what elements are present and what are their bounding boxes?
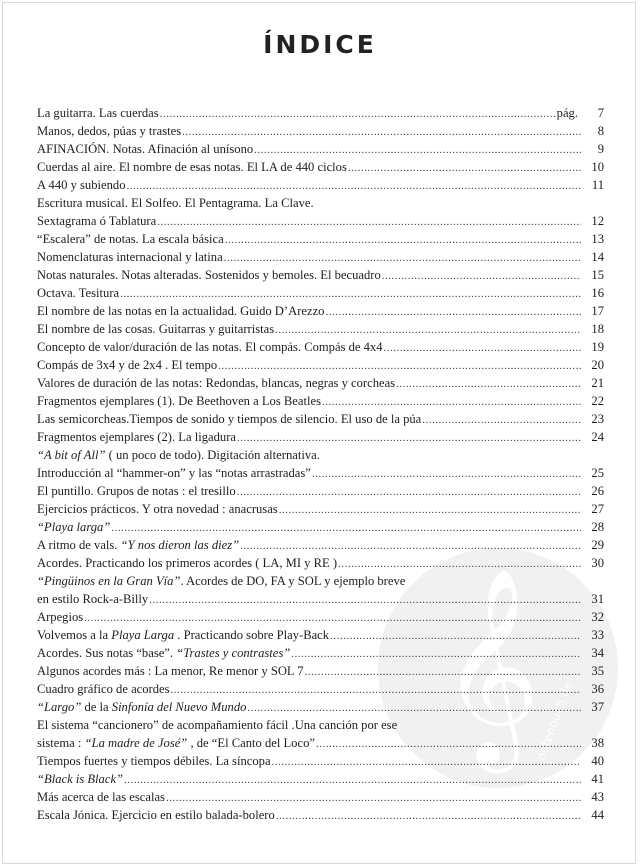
toc-dot-leader [149,590,581,609]
toc-dot-leader [338,554,581,573]
toc-entry-title-italic: “Largo” [37,700,82,714]
toc-entry [37,212,604,230]
toc-entry-title [37,662,304,680]
toc-entry [37,698,604,716]
toc-entry-title [37,770,123,788]
toc-entry-title [37,158,347,176]
toc-entry [37,158,604,176]
toc-entry [37,428,604,446]
toc-entry-title-italic: Sinfonía del Nuevo Mundo [111,700,247,714]
toc-entry-title-part: de la [81,700,112,714]
toc-entry-title-italic: “Trastes y contrastes” [176,646,291,660]
toc-entry-title [37,788,165,806]
toc-dot-leader [182,122,581,141]
toc-entry [37,554,604,572]
toc-dot-leader [171,680,581,699]
toc-page-number: 18 [591,322,604,336]
toc-entry-title-italic: “Y nos dieron las diez” [120,538,240,552]
toc-entry [37,590,604,608]
toc-page-number: 34 [591,646,604,660]
toc-dot-leader [382,266,581,285]
toc-entry [37,680,604,698]
toc-page-number: 17 [591,304,604,318]
toc-entry-title-part: Acordes. Sus notas “base”. [37,646,177,660]
toc-dot-leader [322,392,581,411]
toc-entry-title-part: Manos, dedos, púas y trastes [37,124,182,138]
toc-dot-leader [127,176,581,195]
toc-dot-leader [240,536,581,555]
toc-entry-title-part: Cuerdas al aire. El nombre de esas notas. El LA de 440 ciclos [37,160,347,174]
toc-dot-leader [247,698,581,717]
toc-page-number: 28 [591,520,604,534]
toc-entry [37,356,604,374]
toc-entry-title [37,554,337,572]
toc-entry-title-part: AFINACIÓN. Notas. Afinación al unísono [37,142,254,156]
toc-entry-title [37,626,329,644]
toc-entry [37,104,604,122]
toc-dot-leader [279,500,581,519]
toc-entry [37,194,604,212]
toc-entry-title [37,194,314,212]
toc-dot-leader [312,464,581,483]
toc-dot-leader [305,662,581,681]
toc-entry-title [37,698,246,716]
toc-dot-leader [124,770,581,789]
toc-entry-title [37,428,236,446]
toc-page-number: 37 [591,700,604,714]
toc-entry-title [37,680,170,698]
toc-page-number: 21 [591,376,604,390]
toc-entry-title-part: Octava. Tesitura [37,286,120,300]
toc-entry-title-italic: “Playa larga” [37,520,111,534]
page-prefix: pág. [556,106,578,120]
toc-entry-title-part: Notas naturales. Notas alteradas. Sostenidos y bemoles. El becuadro [37,268,381,282]
toc-entry-title [37,248,223,266]
toc-entry-title-part: “Escalera” de notas. La escala básica [37,232,224,246]
toc-entry-title [37,644,290,662]
toc-page-number: 38 [591,736,604,750]
toc-dot-leader [166,788,581,807]
toc-entry [37,536,604,554]
toc-entry-title-part: Nomenclaturas internacional y latina [37,250,223,264]
toc-dot-leader [120,284,581,303]
toc-entry-title [37,266,381,284]
toc-entry [37,734,604,752]
toc-page-number: 26 [591,484,604,498]
toc-entry-title [37,230,224,248]
toc-entry [37,482,604,500]
toc-entry [37,338,604,356]
toc-page-number: 12 [591,214,604,228]
toc-entry-title [37,806,275,824]
toc-page-number: 10 [591,160,604,174]
toc-page-number: 20 [591,358,604,372]
toc-entry-title-part: , de “El Canto del Loco” [187,736,315,750]
toc-entry-title-part: Tiempos fuertes y tiempos débiles. La síncopa [37,754,271,768]
toc-page-number: 16 [591,286,604,300]
toc-dot-leader [160,104,556,123]
toc-page-number: 29 [591,538,604,552]
toc-entry [37,374,604,392]
toc-dot-leader [422,410,581,429]
toc-dot-leader [237,482,581,501]
toc-entry [37,140,604,158]
toc-entry [37,518,604,536]
toc-entry [37,320,604,338]
toc-dot-leader [325,302,581,321]
toc-entry-title [37,302,324,320]
toc-entry-title [37,176,126,194]
toc-entry [37,284,604,302]
toc-dot-leader [316,734,581,753]
toc-entry-title [37,446,320,464]
toc-dot-leader [348,158,581,177]
toc-page-number: 15 [591,268,604,282]
toc-entry [37,644,604,662]
toc-entry [37,626,604,644]
toc-entry [37,302,604,320]
toc-entry-title [37,464,311,482]
toc-page-number: 44 [591,808,604,822]
toc-entry-title [37,374,395,392]
toc-entry-title-part: El nombre de las cosas. Guitarras y guitarristas [37,322,275,336]
toc-page-number: 11 [591,178,604,192]
toc-entry-title-part: en estilo Rock-a-Billy [37,592,149,606]
toc-dot-leader [218,356,581,375]
toc-entry-title-part: Las semicorcheas.Tiempos de sonido y tiempos de silencio. El uso de la púa [37,412,422,426]
toc-dot-leader [237,428,581,447]
toc-entry-title [37,338,383,356]
toc-entry-title [37,482,236,500]
toc-entry-title [37,356,217,374]
toc-dot-leader [276,806,581,825]
toc-dot-leader [225,230,581,249]
toc-entry-title-part: ( un poco de todo). Digitación alternativa. [105,448,320,462]
toc-entry-title-part: Cuadro gráfico de acordes [37,682,170,696]
toc-entry [37,410,604,428]
toc-page-number: 33 [591,628,604,642]
toc-entry-title [37,716,397,734]
toc-entry-title-part: Arpegios [37,610,84,624]
toc-entry-title-part: Escala Jónica. Ejercicio en estilo balada-bolero [37,808,275,822]
toc-dot-leader [254,140,581,159]
treble-clef-icon: 𝄞 [440,567,541,765]
toc-page-number: 35 [591,664,604,678]
toc-entry-title [37,212,156,230]
toc-page-number: 13 [591,232,604,246]
toc-entry [37,446,604,464]
toc-entry [37,122,604,140]
toc-dot-leader [272,752,581,771]
toc-entry-title-part: Algunos acordes más : La menor, Re menor y SOL 7 [37,664,304,678]
toc-entry-title [37,284,119,302]
toc-page-number: 43 [591,790,604,804]
toc-page-number: 40 [591,754,604,768]
toc-page-number: 31 [591,592,604,606]
toc-page-number: 9 [597,142,604,156]
toc-dot-leader [84,608,581,627]
toc-dot-leader [157,212,581,231]
watermark-text: notenbuch.de [533,679,576,763]
toc-entry-title [37,104,159,122]
toc-entry [37,230,604,248]
toc-entry [37,392,604,410]
toc-page-number: 14 [591,250,604,264]
toc-entry-title-part: . Practicando sobre Play-Back [174,628,330,642]
toc-entry [37,266,604,284]
toc-page-number: 32 [591,610,604,624]
toc-page-number: 7 [597,106,604,120]
toc-entry [37,788,604,806]
toc-entry [37,806,604,824]
toc-page-number: 30 [591,556,604,570]
toc-entry-title-part: Volvemos a la [37,628,112,642]
toc-entry-title-part: sistema : [37,736,85,750]
toc-entry-title [37,734,315,752]
toc-page-number: 24 [591,430,604,444]
toc-entry-title-italic: “Black is Black” [37,772,124,786]
toc-entry [37,662,604,680]
toc-entry-title-part: A 440 y subiendo [37,178,126,192]
toc-entry-title-part: Escritura musical. El Solfeo. El Pentagrama. La Clave. [37,196,314,210]
toc-entry-title [37,752,271,770]
toc-entry-title-italic: “Pingüinos en la Gran Vía” [37,574,181,588]
toc-dot-leader [275,320,581,339]
toc-entry-title [37,572,405,590]
toc-entry-title-part: Ejercicios prácticos. Y otra novedad : anacrusas [37,502,278,516]
page-title: ÍNDICE [263,30,377,59]
toc-entry [37,770,604,788]
toc-entry-title-part: El nombre de las notas en la actualidad. Guido D’Arezzo [37,304,325,318]
toc-page-number: 22 [591,394,604,408]
toc-entry [37,248,604,266]
toc-entry-title [37,122,181,140]
toc-entry-title-part: . Acordes de DO, FA y SOL y ejemplo breve [180,574,406,588]
toc-page-number: 25 [591,466,604,480]
toc-entry-title-part: Más acerca de las escalas [37,790,165,804]
toc-page-number: 41 [591,772,604,786]
toc-entry-title [37,518,110,536]
toc-entry-title-italic: “La madre de José” [84,736,188,750]
toc-entry-title-part: El sistema “cancionero” de acompañamiento fácil .Una canción por ese [37,718,398,732]
table-of-contents [37,104,604,824]
toc-entry [37,500,604,518]
toc-page-number: 19 [591,340,604,354]
toc-entry [37,464,604,482]
toc-entry-title [37,410,421,428]
toc-page-number: 36 [591,682,604,696]
toc-dot-leader [396,374,581,393]
toc-entry-title [37,392,321,410]
toc-entry-title-part: Fragmentos ejemplares (1). De Beethoven a Los Beatles [37,394,321,408]
toc-entry-title-italic: “A bit of All” [37,448,106,462]
toc-entry [37,176,604,194]
toc-entry [37,716,604,734]
toc-page-number: 27 [591,502,604,516]
toc-entry-title-part: Acordes. Practicando los primeros acordes ( LA, MI y RE ) [37,556,338,570]
toc-entry-title-part: Introducción al “hammer-on” y las “notas arrastradas” [37,466,311,480]
toc-dot-leader [384,338,581,357]
toc-entry-title-part: Valores de duración de las notas: Redondas, blancas, negras y corcheas [37,376,396,390]
toc-entry-title [37,536,239,554]
toc-entry-title-part: La guitarra. Las cuerdas [37,106,159,120]
toc-entry-title [37,320,274,338]
toc-entry-title-part: Concepto de valor/duración de las notas. El compás. Compás de 4x4 [37,340,383,354]
toc-dot-leader [291,644,581,663]
toc-entry [37,608,604,626]
toc-entry [37,572,604,590]
toc-entry-title-part: Compás de 3x4 y de 2x4 . El tempo [37,358,218,372]
toc-entry-title [37,500,278,518]
toc-page-number: 8 [597,124,604,138]
toc-entry-title [37,608,83,626]
toc-dot-leader [224,248,581,267]
toc-entry-title-part: Fragmentos ejemplares (2). La ligadura [37,430,236,444]
toc-entry-title-part: El puntillo. Grupos de notas : el tresillo [37,484,236,498]
toc-page-number: 23 [591,412,604,426]
toc-entry-title [37,140,253,158]
toc-entry-title-part: A ritmo de vals. [37,538,121,552]
toc-dot-leader [111,518,581,537]
toc-entry-title-italic: Playa Larga [111,628,175,642]
toc-dot-leader [330,626,581,645]
toc-entry-title [37,590,148,608]
toc-entry [37,752,604,770]
toc-entry-title-part: Sextagrama ó Tablatura [37,214,157,228]
